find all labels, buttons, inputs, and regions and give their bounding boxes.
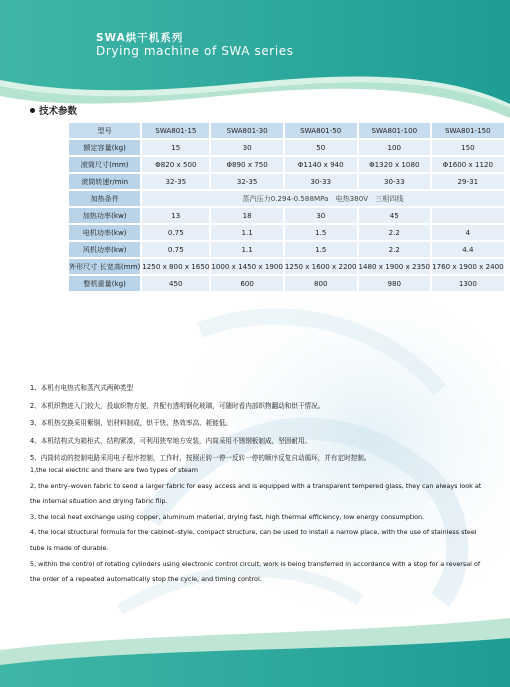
table-cell: 18 [211, 208, 283, 223]
table-cell: 1250 x 800 x 1650 [142, 259, 209, 274]
table-cell: 32-35 [142, 174, 209, 189]
note-item: 3, the local heat exchange using copper, aluminum material, drying fast, high thermal efficiency, low energy consumption. [30, 512, 425, 521]
note-item: 1,the local electric and there are two types of steam [30, 466, 198, 474]
table-row [69, 242, 504, 257]
table-cell: 4 [432, 225, 504, 240]
model-cell: SWA801-15 [142, 123, 209, 138]
table-cell: 1300 [432, 276, 504, 291]
series-title-chinese: SWA烘干机系列 [96, 32, 184, 44]
note-item: 2, the entry–woven fabric to send a larger fabric for easy access and is equipped with a transparent tempered glass, they can always look at the internal situation and drying fabric flip. [30, 481, 482, 506]
row-label: 风机功率(kw) [69, 242, 140, 257]
table-cell: 15 [142, 140, 209, 155]
series-title-english: Drying machine of SWA series [96, 44, 294, 58]
table-cell: 0.75 [142, 225, 209, 240]
table-row [69, 157, 504, 172]
heating-conditions: 蒸汽压力0.294-0.588MPa 电热380V 三相四线 [142, 191, 503, 206]
model-cell: SWA801-30 [211, 123, 283, 138]
table-row [69, 174, 504, 189]
table-row-heating [69, 191, 504, 206]
model-cell: SWA801-50 [285, 123, 357, 138]
table-cell: Φ1600 x 1120 [432, 157, 504, 172]
bullet-icon [30, 108, 35, 113]
table-row [69, 140, 504, 155]
table-cell: Φ1140 x 940 [285, 157, 357, 172]
row-label: 滚筒转速r/min [69, 174, 140, 189]
table-cell: 45 [359, 208, 431, 223]
note-item: 5, within the control of rotating cylinders using electronic control circuit, work is being transferred in accordance with a stop for a reversal of the order of a repeated automatically stop the cycle, and timing control. [30, 559, 481, 584]
table-row [69, 259, 504, 274]
table-row [69, 276, 504, 291]
row-label: 加热功率(kw) [69, 208, 140, 223]
note-item: 5、内筒转动的控制电路采用电子程序控制，工作时，按照正转一停一反转一停的顺序反复自动循环，并有定时控制。 [30, 454, 371, 462]
table-cell: 2.2 [359, 225, 431, 240]
note-item: 1、本机有电热式和蒸汽式两种类型 [30, 384, 134, 392]
table-cell: 980 [359, 276, 431, 291]
note-item: 4, the local structural formula for the cabinet–style, compact structure, can be used to install a narrow place, with the use of stainless steel tube is made of durable. [30, 528, 477, 552]
table-row [69, 208, 504, 223]
table-cell: 150 [432, 140, 504, 155]
table-cell: 1000 x 1450 x 1900 [211, 259, 283, 274]
row-label: 整机重量(kg) [69, 276, 140, 291]
row-label: 电机功率(kw) [69, 225, 140, 240]
table-cell: 30 [285, 208, 357, 223]
notes-chinese [30, 380, 370, 468]
spec-table [67, 121, 506, 293]
table-cell: 450 [142, 276, 209, 291]
section-title: 技术参数 [39, 106, 78, 117]
table-cell: 1760 x 1900 x 2400 [432, 259, 504, 274]
row-label: 滚筒尺寸(mm) [69, 157, 140, 172]
table-cell: 600 [211, 276, 283, 291]
row-label: 额定容量(kg) [69, 140, 140, 155]
table-cell: 0.75 [142, 242, 209, 257]
table-cell: 4.4 [432, 242, 504, 257]
table-header-row [69, 123, 504, 138]
model-cell: SWA801-100 [359, 123, 431, 138]
table-cell: 1.1 [211, 225, 283, 240]
note-item: 2、本机织物进入门较大，投取织物方便，并配有透明钢化玻璃，可随时看内部织物翻动和烘干情况。 [30, 401, 325, 410]
table-cell: 1.5 [285, 225, 357, 240]
table-cell: 32-35 [211, 174, 283, 189]
table-cell: 50 [285, 140, 357, 155]
table-cell: Φ820 x 500 [142, 157, 209, 172]
table-cell: 30 [211, 140, 283, 155]
table-cell [432, 208, 504, 223]
row-label: 加热条件 [69, 191, 140, 206]
note-item: 3、本机热交换采用紫铜、铝材料制成，烘干快、热效率高、耗能低。 [30, 419, 233, 427]
table-cell: 100 [359, 140, 431, 155]
table-cell: 1.1 [211, 242, 283, 257]
row-label: 外形尺寸 长宽高(mm) [69, 259, 140, 274]
note-item: 4、本机结构式为箱柜式，结构紧凑，可利用狭窄地方安装，内筒采用不锈钢板制成，坚固耐用。 [30, 436, 312, 445]
model-cell: SWA801-150 [432, 123, 504, 138]
table-cell: 800 [285, 276, 357, 291]
table-cell: 1250 x 1600 x 2200 [285, 259, 357, 274]
table-cell: Φ890 x 750 [211, 157, 283, 172]
table-cell: 1480 x 1900 x 2350 [359, 259, 431, 274]
table-cell: 30-33 [285, 174, 357, 189]
table-cell: 1.5 [285, 242, 357, 257]
table-row [69, 225, 504, 240]
section-heading [30, 103, 77, 117]
table-cell: 29-31 [432, 174, 504, 189]
model-label: 型号 [69, 123, 140, 138]
table-cell: 13 [142, 208, 209, 223]
table-cell: 2.2 [359, 242, 431, 257]
notes-english [30, 463, 485, 588]
table-cell: 30-33 [359, 174, 431, 189]
table-cell: Φ1320 x 1080 [359, 157, 431, 172]
